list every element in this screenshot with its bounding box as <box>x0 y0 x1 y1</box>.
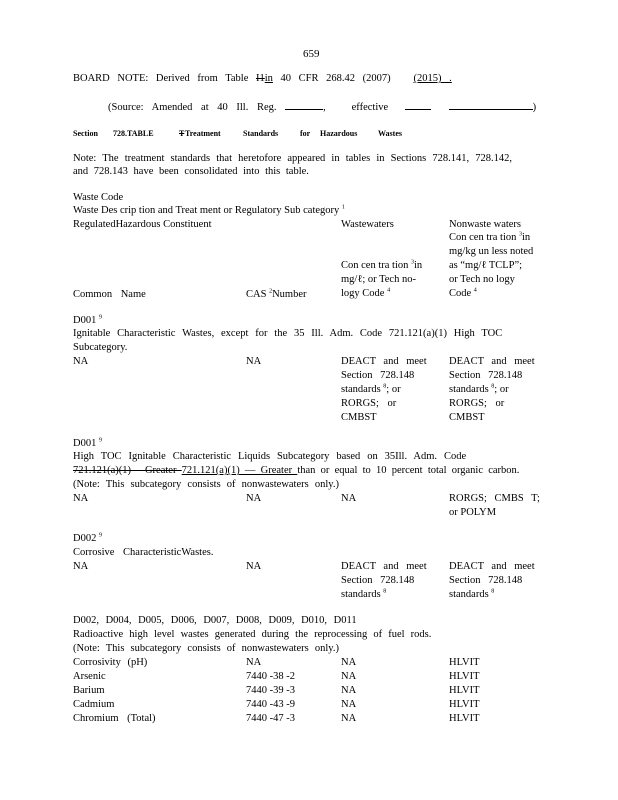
d001-code <box>73 315 102 327</box>
header-text: CAS <box>246 289 270 300</box>
cell-text: than or equal to 10 percent total organic carbon. <box>297 465 520 476</box>
radio-row-3-cas: 7440 -43 -9 <box>246 699 295 710</box>
header-ww-4 <box>341 288 390 300</box>
d002-nww-3 <box>449 589 494 601</box>
header-description-text: Waste Des crip tion and Treat ment or Regulatory Sub category <box>73 205 340 216</box>
d001b-ww: NA <box>341 493 357 504</box>
inserted-text: 721.121(a)(1) — Greater <box>181 465 298 476</box>
radio-row-4-cas: 7440 -47 -3 <box>246 713 295 724</box>
d001-ww-2: Section 728.148 <box>341 370 415 381</box>
d001-desc-2: Subcategory. <box>73 342 128 353</box>
d001b-desc-2 <box>73 465 519 477</box>
header-nonwaste-3: mg/kg un less noted <box>449 246 534 257</box>
radio-row-0-ww: NA <box>341 657 357 668</box>
radio-codes: D002, D004, D005, D006, D007, D008, D009, D010, D011 <box>73 615 357 626</box>
heading-word: Section <box>73 129 98 138</box>
footnote-ref: 2 <box>269 288 273 295</box>
effective-label: effective <box>351 102 389 113</box>
radio-note: (Note: This subcategory consists of nonwastewaters only.) <box>73 643 339 654</box>
header-waste-code: Waste Code <box>73 192 124 203</box>
radio-row-2-cas: 7440 -39 -3 <box>246 685 295 696</box>
board-note-year: (2015) . <box>413 73 452 84</box>
footnote-ref: 8 <box>383 383 387 390</box>
footnote-ref: 8 <box>491 588 495 595</box>
d001-nww-4: RORGS; or <box>449 398 505 409</box>
header-text: logy Code <box>341 288 388 299</box>
header-nonwaste-6 <box>449 288 477 300</box>
radio-row-0-cas: NA <box>246 657 262 668</box>
d001-nww-5: CMBST <box>449 412 485 423</box>
radio-row-0-nww: HLVIT <box>449 657 480 668</box>
d001-nww-2: Section 728.148 <box>449 370 523 381</box>
footnote-ref: 1 <box>341 204 345 211</box>
radio-row-1-ww: NA <box>341 671 357 682</box>
radio-row-1-nww: HLVIT <box>449 671 480 682</box>
d001-name: NA <box>73 356 89 367</box>
header-ww-2 <box>341 260 422 272</box>
radio-row-3-name: Cadmium <box>73 699 115 710</box>
footnote-ref: 9 <box>98 314 102 321</box>
header-cas <box>246 289 306 301</box>
d001-nww-1: DEACT and meet <box>449 356 535 367</box>
source-line: (Source: Amended at 40 Ill. Reg. , effective ) <box>108 99 536 114</box>
header-text: Con cen tra tion <box>449 232 519 243</box>
d001-desc-1: Ignitable Characteristic Wastes, except for the 35 Ill. Adm. Code 721.121(a)(1) High TOC <box>73 328 503 339</box>
header-nonwaste-4: as “mg/ℓ TCLP”; <box>449 260 523 271</box>
footnote-ref: 4 <box>473 287 477 294</box>
d001b-cas: NA <box>246 493 262 504</box>
radio-row-1-name: Arsenic <box>73 671 106 682</box>
footnote-ref: 8 <box>491 383 495 390</box>
d002-ww-2: Section 728.148 <box>341 575 415 586</box>
d001b-desc-1: High TOC Ignitable Characteristic Liquids Subcategory based on 35Ill. Adm. Code <box>73 451 467 462</box>
header-regulated: RegulatedHazardous Constituent <box>73 219 212 230</box>
source-close: ) <box>532 102 537 113</box>
d001b-nww-2: or POLYM <box>449 507 497 518</box>
cell-text: standards <box>341 589 381 600</box>
header-nonwaste-1: Nonwaste waters <box>449 219 522 230</box>
footnote-ref: 3 <box>518 231 522 238</box>
header-text: in <box>521 232 531 243</box>
header-common-name: Common Name <box>73 289 146 300</box>
cell-text: or <box>499 384 509 395</box>
heading-word: T <box>179 129 185 138</box>
radio-row-4-name: Chromium (Total) <box>73 713 156 724</box>
waste-code: D001 <box>73 315 97 326</box>
page-number: 659 <box>303 48 320 60</box>
d001-ww-5: CMBST <box>341 412 377 423</box>
note-line-1: Note: The treatment standards that heretofore appeared in tables in Sections 728.141, 728.142, <box>73 153 512 164</box>
footnote-ref: 9 <box>98 437 102 444</box>
header-text: Con cen tra tion <box>341 260 411 271</box>
radio-row-3-ww: NA <box>341 699 357 710</box>
d001-ww-3: standards $^8$; or <box>341 383 401 395</box>
d001b-name: NA <box>73 493 89 504</box>
board-note-inserted: in <box>264 73 273 84</box>
header-text: Number <box>272 289 307 300</box>
cell-text: standards <box>341 384 381 395</box>
header-text: Code <box>449 288 474 299</box>
radio-desc: Radioactive high level wastes generated during the reprocessing of fuel rods. <box>73 629 432 640</box>
heading-word: Hazardous <box>320 129 358 138</box>
d002-nww-2: Section 728.148 <box>449 575 523 586</box>
board-note-suffix: 40 CFR 268.42 (2007) <box>272 73 391 84</box>
footnote-ref: 3 <box>410 259 414 266</box>
footnote-ref: 9 <box>98 532 102 539</box>
d002-cas: NA <box>246 561 262 572</box>
heading-word: 728.TABLE <box>113 129 154 138</box>
board-note-deleted: I1 <box>256 73 265 84</box>
header-text: in <box>413 260 423 271</box>
header-nonwaste-5: or Tech no logy <box>449 274 515 285</box>
effective-blank-2 <box>449 99 533 110</box>
d001b-code <box>73 438 102 450</box>
d001-cas: NA <box>246 356 262 367</box>
footnote-ref: 4 <box>387 287 391 294</box>
header-ww-3: mg/ℓ; or Tech no- <box>341 274 416 285</box>
cell-text: standards <box>449 589 489 600</box>
header-wastewaters: Wastewaters <box>341 219 394 230</box>
waste-code: D001 <box>73 438 97 449</box>
register-blank <box>285 99 323 110</box>
effective-blank-1 <box>405 99 431 110</box>
radio-row-4-nww: HLVIT <box>449 713 480 724</box>
radio-row-3-nww: HLVIT <box>449 699 480 710</box>
radio-row-0-name: Corrosivity (pH) <box>73 657 148 668</box>
d002-ww-3 <box>341 589 386 601</box>
d001-nww-3: standards $^8$; or <box>449 383 509 395</box>
header-description <box>73 205 345 217</box>
note-line-2: and 728.143 have been consolidated into this table. <box>73 166 309 177</box>
header-nonwaste-2 <box>449 232 530 244</box>
d001b-desc-3: (Note: This subcategory consists of nonwastewaters only.) <box>73 479 339 490</box>
radio-row-4-ww: NA <box>341 713 357 724</box>
waste-code: D002 <box>73 533 97 544</box>
d002-nww-1: DEACT and meet <box>449 561 535 572</box>
cell-text: standards <box>449 384 489 395</box>
heading-word: Wastes <box>378 129 402 138</box>
deleted-text: 721.121(a)(1) - Greater <box>73 465 182 476</box>
radio-row-1-cas: 7440 -38 -2 <box>246 671 295 682</box>
board-note <box>73 73 452 85</box>
heading-word: Treatment <box>185 129 221 138</box>
cell-text: or <box>391 384 401 395</box>
radio-row-2-nww: HLVIT <box>449 685 480 696</box>
footnote-ref: 8 <box>383 588 387 595</box>
d001b-nww-1: RORGS; CMBS T; <box>449 493 540 504</box>
heading-word: for <box>300 129 311 138</box>
d001-ww-1: DEACT and meet <box>341 356 427 367</box>
d002-code <box>73 533 102 545</box>
d002-ww-1: DEACT and meet <box>341 561 427 572</box>
d002-desc: Corrosive CharacteristicWastes. <box>73 547 214 558</box>
d001-ww-4: RORGS; or <box>341 398 397 409</box>
radio-row-2-name: Barium <box>73 685 105 696</box>
board-note-prefix: BOARD NOTE: Derived from Table <box>73 73 256 84</box>
heading-word: Standards <box>243 129 279 138</box>
source-text: (Source: Amended at 40 Ill. Reg. <box>108 102 277 113</box>
radio-row-2-ww: NA <box>341 685 357 696</box>
d002-name: NA <box>73 561 89 572</box>
